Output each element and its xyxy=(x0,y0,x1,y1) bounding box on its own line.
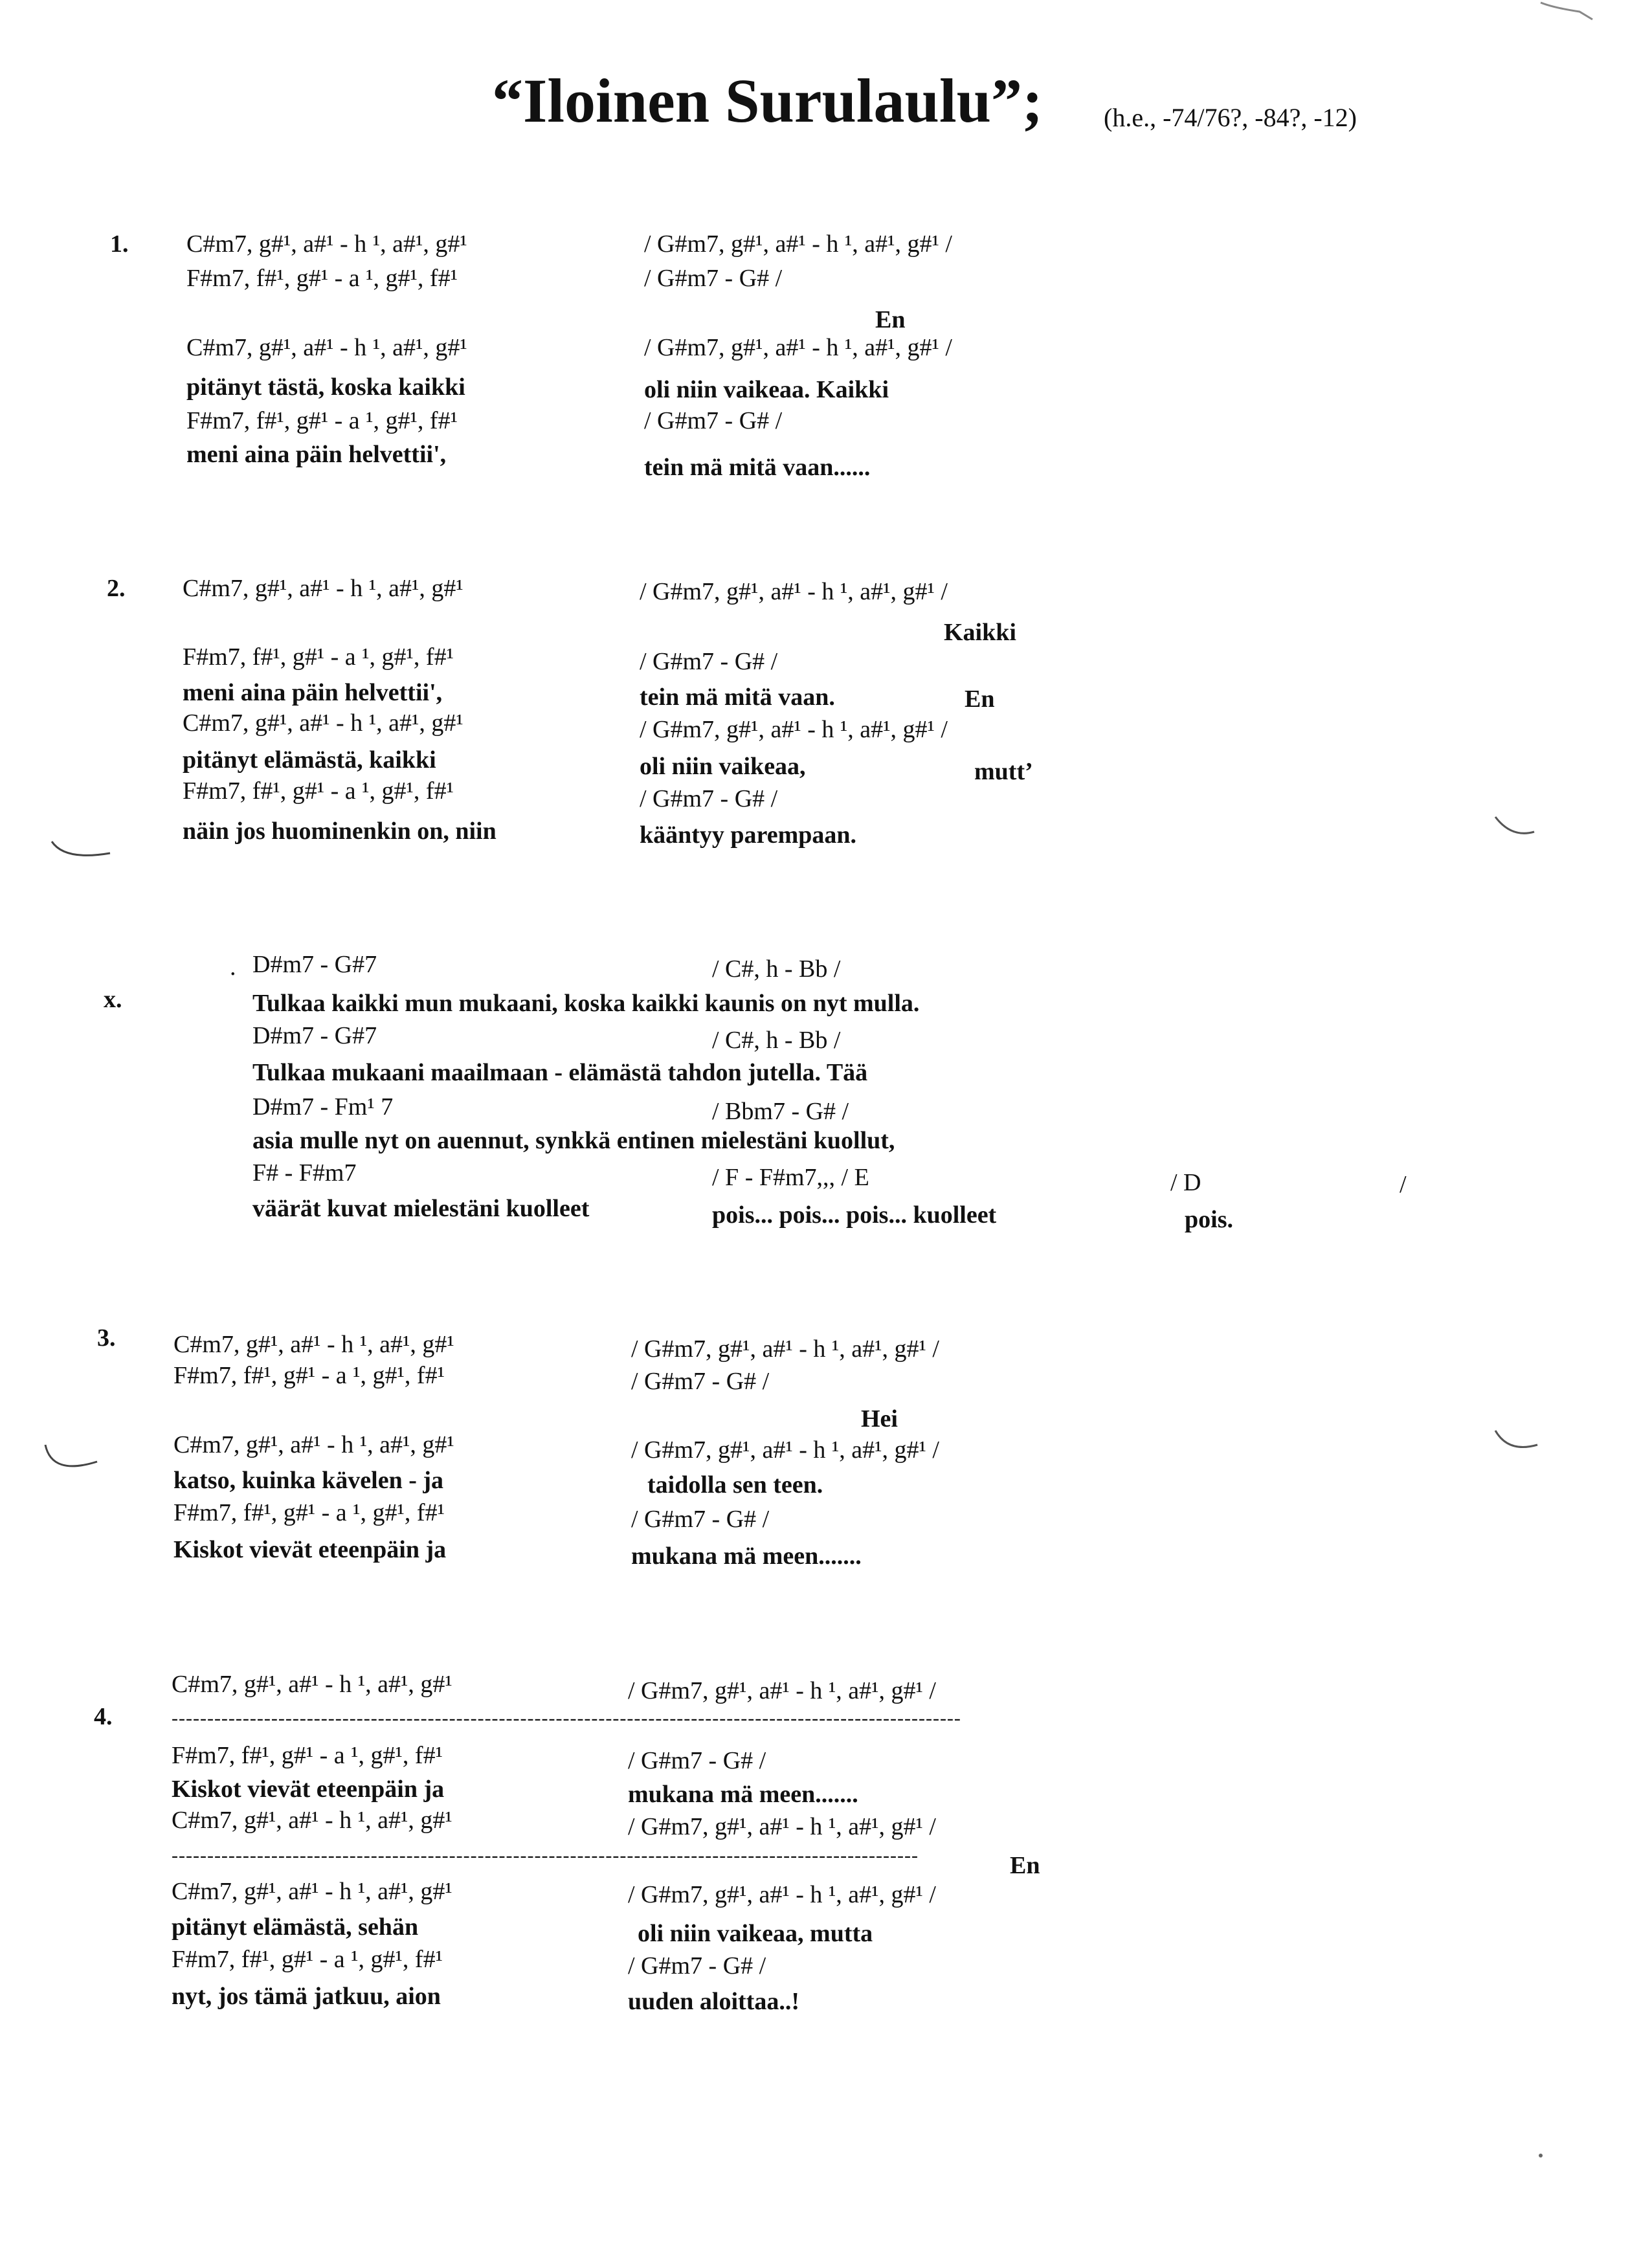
verse-number-3: 3. xyxy=(97,1324,116,1352)
chord-line: / G#m7, g#¹, a#¹ - h ¹, a#¹, g#¹ / xyxy=(644,334,952,361)
lyric-line: tein mä mitä vaan...... xyxy=(644,454,871,481)
lyric-word: En xyxy=(965,686,995,713)
lyric-line: pitänyt elämästä, kaikki xyxy=(183,746,436,774)
chord-line: / G#m7 - G# / xyxy=(628,1952,766,1979)
dashed-separator: --------------------------------------------------------------------------------------------------------------- xyxy=(172,1708,961,1729)
chord-line: / G#m7, g#¹, a#¹ - h ¹, a#¹, g#¹ / xyxy=(628,1881,936,1908)
lyric-line: Kiskot vievät eteenpäin ja xyxy=(173,1536,447,1563)
chord-line: F#m7, f#¹, g#¹ - a ¹, g#¹, f#¹ xyxy=(173,1499,445,1526)
chord-line: / G#m7, g#¹, a#¹ - h ¹, a#¹, g#¹ / xyxy=(640,578,948,605)
lyric-line: Kiskot vievät eteenpäin ja xyxy=(172,1776,445,1803)
chord-line: / G#m7, g#¹, a#¹ - h ¹, a#¹, g#¹ / xyxy=(628,1677,936,1704)
speck-mark xyxy=(1539,2154,1543,2157)
chord-line: / G#m7 - G# / xyxy=(640,785,778,812)
lyric-line: meni aina päin helvettii', xyxy=(183,679,443,706)
hole-punch-mark xyxy=(52,842,110,855)
chord-line: C#m7, g#¹, a#¹ - h ¹, a#¹, g#¹ xyxy=(183,709,463,737)
chord-line: / G#m7 - G# / xyxy=(644,407,783,434)
lyric-word: Hei xyxy=(861,1405,898,1432)
chord-line: F#m7, f#¹, g#¹ - a ¹, g#¹, f#¹ xyxy=(183,643,454,671)
chord-line: / F - F#m7,,, / E xyxy=(712,1164,869,1191)
corner-scuff-mark xyxy=(1541,3,1592,19)
chord-line: F#m7, f#¹, g#¹ - a ¹, g#¹, f#¹ xyxy=(172,1946,443,1973)
lyric-word: pois. xyxy=(1185,1206,1233,1233)
chord-line: C#m7, g#¹, a#¹ - h ¹, a#¹, g#¹ xyxy=(173,1331,454,1358)
verse-number-2: 2. xyxy=(107,575,126,602)
verse-number-4: 4. xyxy=(94,1703,113,1730)
hole-punch-mark xyxy=(1495,1431,1537,1447)
chord-line: / G#m7, g#¹, a#¹ - h ¹, a#¹, g#¹ / xyxy=(640,716,948,743)
chord-line: / G#m7, g#¹, a#¹ - h ¹, a#¹, g#¹ / xyxy=(631,1335,939,1363)
chord-line: D#m7 - G#7 xyxy=(252,1022,377,1049)
page-title: “Iloinen Surulaulu”; xyxy=(492,66,1043,135)
hole-punch-mark xyxy=(45,1445,97,1466)
lyric-line: pitänyt tästä, koska kaikki xyxy=(186,373,465,401)
bullet-dot: . xyxy=(230,953,236,981)
hole-punch-mark xyxy=(1495,817,1534,833)
date-note: (h.e., -74/76?, -84?, -12) xyxy=(1104,103,1357,132)
chord-line: F#m7, f#¹, g#¹ - a ¹, g#¹, f#¹ xyxy=(172,1742,443,1769)
chord-line: C#m7, g#¹, a#¹ - h ¹, a#¹, g#¹ xyxy=(172,1878,452,1905)
lyric-word: mutt’ xyxy=(974,758,1033,785)
chord-line: / G#m7 - G# / xyxy=(644,265,783,292)
chord-line: / xyxy=(1400,1171,1407,1198)
lyric-line: taidolla sen teen. xyxy=(647,1471,823,1499)
chord-line: C#m7, g#¹, a#¹ - h ¹, a#¹, g#¹ xyxy=(186,230,467,258)
bridge-marker: x. xyxy=(104,986,122,1013)
lyric-word: Kaikki xyxy=(944,619,1016,646)
chord-line: C#m7, g#¹, a#¹ - h ¹, a#¹, g#¹ xyxy=(172,1807,452,1834)
lyric-line: pitänyt elämästä, sehän xyxy=(172,1913,419,1941)
chord-line: F#m7, f#¹, g#¹ - a ¹, g#¹, f#¹ xyxy=(173,1362,445,1389)
chord-line: D#m7 - G#7 xyxy=(252,951,377,978)
lyric-line: Tulkaa kaikki mun mukaani, koska kaikki kaunis on nyt mulla. xyxy=(252,990,920,1017)
chord-line: F# - F#m7 xyxy=(252,1159,357,1187)
chord-line: C#m7, g#¹, a#¹ - h ¹, a#¹, g#¹ xyxy=(186,334,467,361)
lyric-line: uuden aloittaa..! xyxy=(628,1988,799,2015)
dashed-separator: --------------------------------------------------------------------------------------------------------- xyxy=(172,1845,919,1866)
chord-line: F#m7, f#¹, g#¹ - a ¹, g#¹, f#¹ xyxy=(186,265,458,292)
lyric-line: nyt, jos tämä jatkuu, aion xyxy=(172,1983,441,2010)
lyric-line: oli niin vaikeaa, xyxy=(640,753,806,780)
lyric-line: pois... pois... pois... kuolleet xyxy=(712,1201,997,1229)
chord-line: / D xyxy=(1170,1169,1201,1196)
lyric-line: mukana mä meen....... xyxy=(631,1543,862,1570)
chord-line: / G#m7 - G# / xyxy=(631,1506,770,1533)
lyric-line: väärät kuvat mielestäni kuolleet xyxy=(252,1195,590,1222)
chord-line: / G#m7 - G# / xyxy=(631,1368,770,1395)
chord-line: / G#m7 - G# / xyxy=(640,648,778,675)
chord-line: / G#m7, g#¹, a#¹ - h ¹, a#¹, g#¹ / xyxy=(628,1813,936,1840)
chord-line: / G#m7, g#¹, a#¹ - h ¹, a#¹, g#¹ / xyxy=(644,230,952,258)
chord-line: / Bbm7 - G# / xyxy=(712,1098,849,1125)
lyric-word: En xyxy=(1010,1852,1040,1879)
lyric-line: kääntyy parempaan. xyxy=(640,821,857,849)
chord-line: C#m7, g#¹, a#¹ - h ¹, a#¹, g#¹ xyxy=(173,1431,454,1458)
lyric-line: näin jos huominenkin on, niin xyxy=(183,818,497,845)
chord-line: C#m7, g#¹, a#¹ - h ¹, a#¹, g#¹ xyxy=(172,1671,452,1698)
lyric-line: oli niin vaikeaa. Kaikki xyxy=(644,376,889,403)
chord-line: / C#, h - Bb / xyxy=(712,1027,841,1054)
chord-line: D#m7 - Fm¹ 7 xyxy=(252,1093,394,1120)
lyric-line: meni aina päin helvettii', xyxy=(186,441,447,468)
lyric-line: asia mulle nyt on auennut, synkkä entinen mielestäni kuollut, xyxy=(252,1127,895,1154)
lyric-line: katso, kuinka kävelen - ja xyxy=(173,1467,444,1494)
chord-line: F#m7, f#¹, g#¹ - a ¹, g#¹, f#¹ xyxy=(186,407,458,434)
lyric-word: En xyxy=(875,306,906,333)
chord-line: F#m7, f#¹, g#¹ - a ¹, g#¹, f#¹ xyxy=(183,777,454,805)
verse-number-1: 1. xyxy=(110,230,129,258)
lyric-line: mukana mä meen....... xyxy=(628,1781,858,1808)
chord-line: / G#m7 - G# / xyxy=(628,1747,766,1774)
chord-line: / G#m7, g#¹, a#¹ - h ¹, a#¹, g#¹ / xyxy=(631,1436,939,1464)
lyric-line: tein mä mitä vaan. xyxy=(640,684,835,711)
lyric-line: oli niin vaikeaa, mutta xyxy=(638,1920,873,1947)
lyric-line: Tulkaa mukaani maailmaan - elämästä tahdon jutella. Tää xyxy=(252,1059,868,1086)
chord-line: C#m7, g#¹, a#¹ - h ¹, a#¹, g#¹ xyxy=(183,575,463,602)
chord-line: / C#, h - Bb / xyxy=(712,955,841,983)
